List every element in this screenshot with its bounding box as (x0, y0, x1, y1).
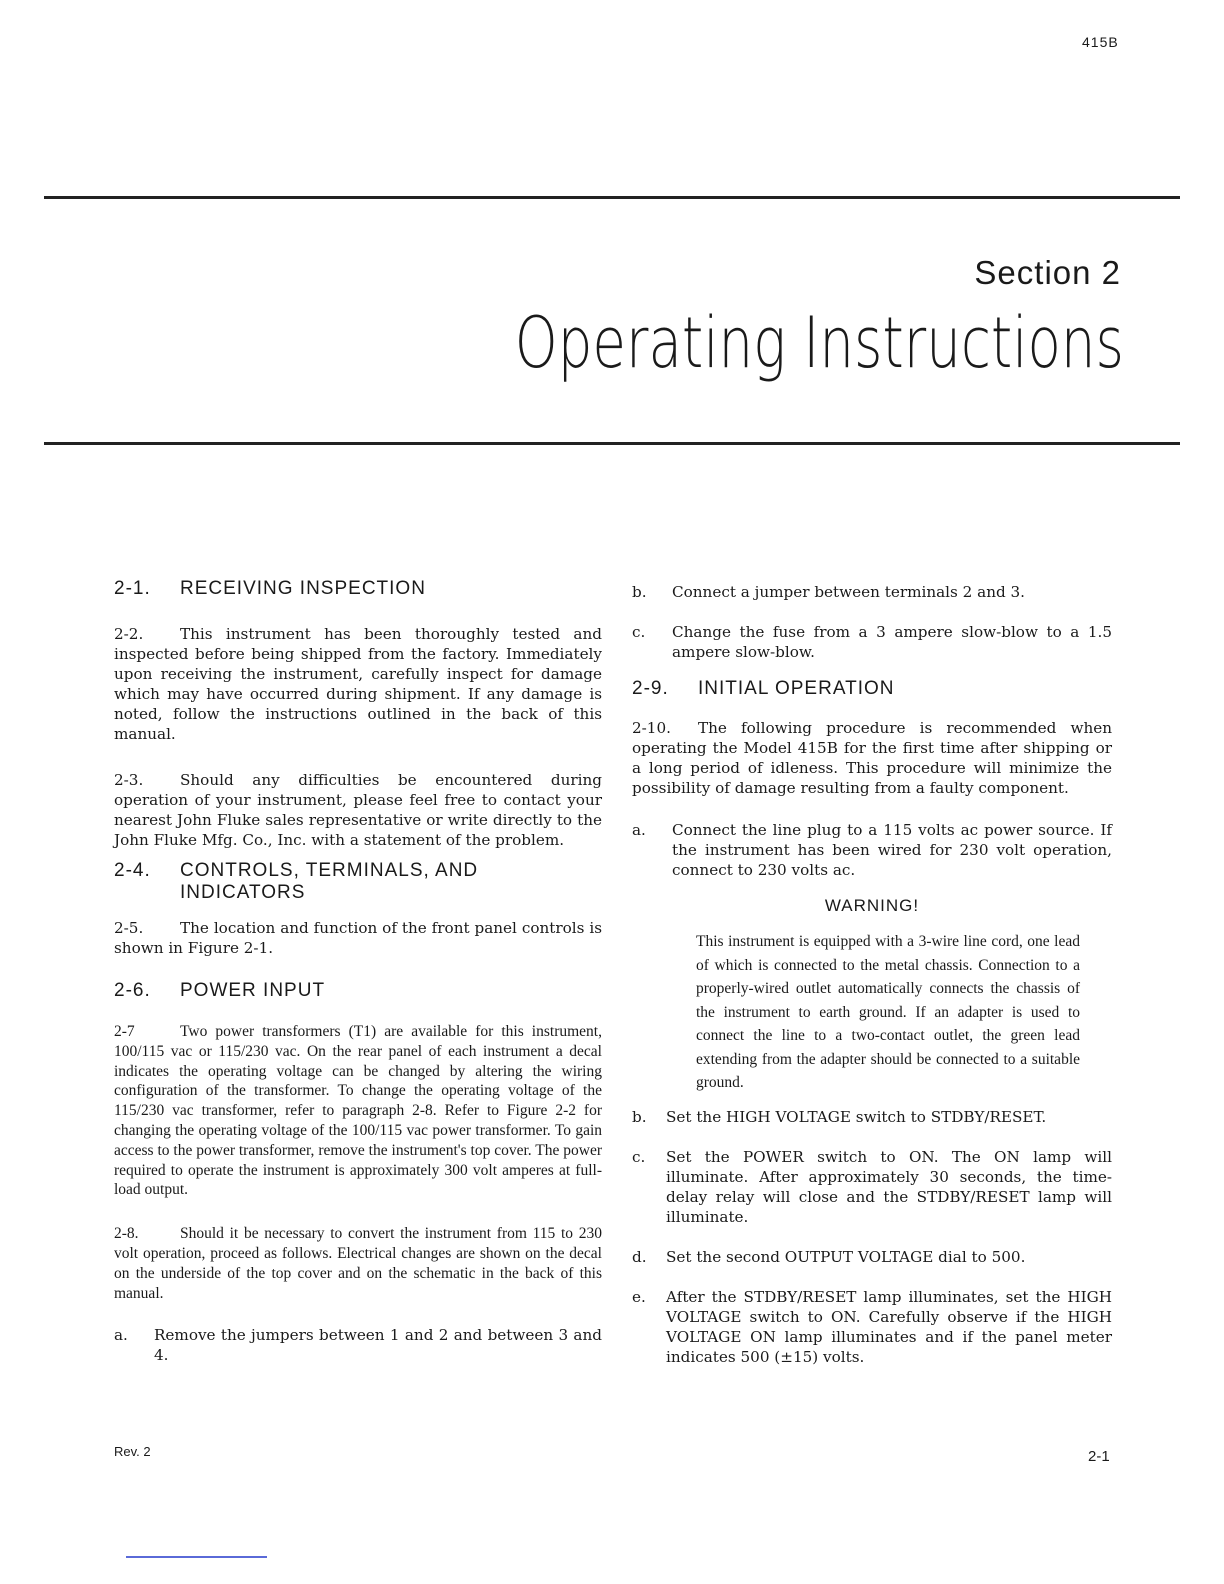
paragraph-2-2 (114, 624, 602, 744)
section-title: Operating Instructions (514, 302, 1124, 384)
heading-controls (114, 860, 602, 904)
step-text: Connect a jumper between terminals 2 and 3. (672, 583, 1026, 601)
heading-receiving-inspection (114, 578, 602, 600)
warning-title: WARNING! (824, 896, 920, 915)
op-step-e (632, 1287, 1112, 1367)
op-step-a (632, 820, 1112, 880)
step-letter: c. (632, 623, 646, 641)
heading-number: 2-4. (114, 860, 151, 881)
paragraph-2-10 (632, 718, 1112, 798)
op-step-b (632, 1107, 1112, 1127)
step-a-remove-jumpers (114, 1325, 602, 1365)
step-b-connect-jumper (632, 582, 1112, 602)
heading-number: 2-6. (114, 980, 151, 1001)
heading-power-input (114, 980, 602, 1002)
paragraph-text: This instrument has been thoroughly tested and inspected before being shipped from the factory. Immediately upon receiving the instrument, carefully inspect for damage which may have occurred during shipment. If any damage is noted, follow the instructions outlined in the back of this manual. (114, 625, 602, 743)
step-text: Remove the jumpers between 1 and 2 and between 3 and 4. (154, 1326, 602, 1365)
model-number: 415B (1082, 34, 1119, 50)
right-column (632, 582, 1112, 1367)
page-number: 2-1 (1088, 1448, 1110, 1465)
paragraph-text: Should any difficulties be encountered during operation of your instrument, please feel free to contact your nearest John Fluke sales representative or write directly to the John Fluke Mfg. Co., Inc. with a statement of the problem. (114, 771, 602, 849)
heading-number: 2-1. (114, 578, 151, 599)
step-letter: c. (632, 1147, 646, 1166)
step-text: Set the HIGH VOLTAGE switch to STDBY/RESET. (666, 1107, 1047, 1126)
heading-title: POWER INPUT (180, 980, 326, 1001)
step-letter: b. (632, 583, 647, 601)
step-text: Change the fuse from a 3 ampere slow-blow to a 1.5 ampere slow-blow. (672, 623, 1112, 661)
section-label: Section 2 (974, 254, 1121, 291)
top-rule (44, 196, 1180, 199)
paragraph-number: 2-5. (114, 919, 144, 937)
step-text: Set the second OUTPUT VOLTAGE dial to 500. (666, 1247, 1026, 1266)
bottom-rule (44, 442, 1180, 445)
paragraph-2-7 (114, 1022, 602, 1200)
step-c-change-fuse (632, 622, 1112, 662)
paragraph-text: Two power transformers (T1) are available for this instrument, 100/115 vac or 115/230 vac. On the rear panel of each instrument a decal indicates the operating voltage can be changed by altering the wiring configuration of the transformer. To change the operating voltage of the 115/230 vac transformer, refer to paragraph 2-8. Refer to Figure 2-2 for changing the operating voltage of the 100/115 vac power transformer. To gain access to the power transformer, remove the instrument's top cover. The power required to operate the instrument is approximately 300 volt amperes at full-load output. (114, 1023, 602, 1199)
heading-title: RECEIVING INSPECTION (180, 578, 426, 599)
step-letter: e. (632, 1287, 646, 1306)
left-column (114, 578, 602, 1365)
paragraph-text: The following procedure is recommended when operating the Model 415B for the first time after shipping or a long period of idleness. This procedure will minimize the possibility of damage resulting from a faulty component. (632, 719, 1112, 797)
step-letter: d. (632, 1247, 647, 1266)
paragraph-number: 2-8. (114, 1225, 139, 1243)
paragraph-2-3 (114, 770, 602, 850)
step-text: After the STDBY/RESET lamp illuminates, set the HIGH VOLTAGE switch to ON. Carefully observe if the HIGH VOLTAGE ON lamp illuminates and if the panel meter indicates 500 (±15) volts. (666, 1287, 1112, 1366)
paragraph-number: 2-10. (632, 719, 671, 737)
op-step-c (632, 1147, 1112, 1227)
op-step-d (632, 1247, 1112, 1267)
footer-line (126, 1556, 267, 1558)
paragraph-number: 2-7 (114, 1023, 135, 1040)
warning-text: This instrument is equipped with a 3-wire line cord, one lead of which is connected to the metal chassis. Connection to a properly-wired outlet automatically connects the chassis of the instrument to earth ground. If an adapter is used to connect the line to a two-contact outlet, the green lead extending from the adapter should be connected to a suitable ground. (696, 933, 1080, 1091)
heading-number: 2-9. (632, 678, 669, 699)
paragraph-2-5 (114, 918, 602, 958)
paragraph-text: Should it be necessary to convert the instrument from 115 to 230 volt operation, proceed as follows. Electrical changes are shown on the decal on the underside of the top cover and on the schematic in the back of this manual. (114, 1225, 602, 1302)
step-letter: a. (114, 1326, 128, 1345)
heading-initial-operation (632, 678, 1112, 700)
step-letter: b. (632, 1107, 647, 1126)
step-text: Connect the line plug to a 115 volts ac power source. If the instrument has been wired for 230 volt operation, connect to 230 volts ac. (672, 821, 1112, 879)
paragraph-2-8 (114, 1224, 602, 1303)
step-letter: a. (632, 821, 646, 839)
heading-title: CONTROLS, TERMINALS, AND INDICATORS (180, 860, 479, 903)
paragraph-number: 2-3. (114, 771, 144, 789)
step-text: Set the POWER switch to ON. The ON lamp will illuminate. After approximately 30 seconds, the time-delay relay will close and the STDBY/RESET lamp will illuminate. (666, 1147, 1112, 1226)
paragraph-text: The location and function of the front panel controls is shown in Figure 2-1. (114, 919, 602, 957)
heading-title: INITIAL OPERATION (698, 678, 895, 699)
paragraph-number: 2-2. (114, 625, 144, 643)
revision-label: Rev. 2 (114, 1444, 151, 1459)
